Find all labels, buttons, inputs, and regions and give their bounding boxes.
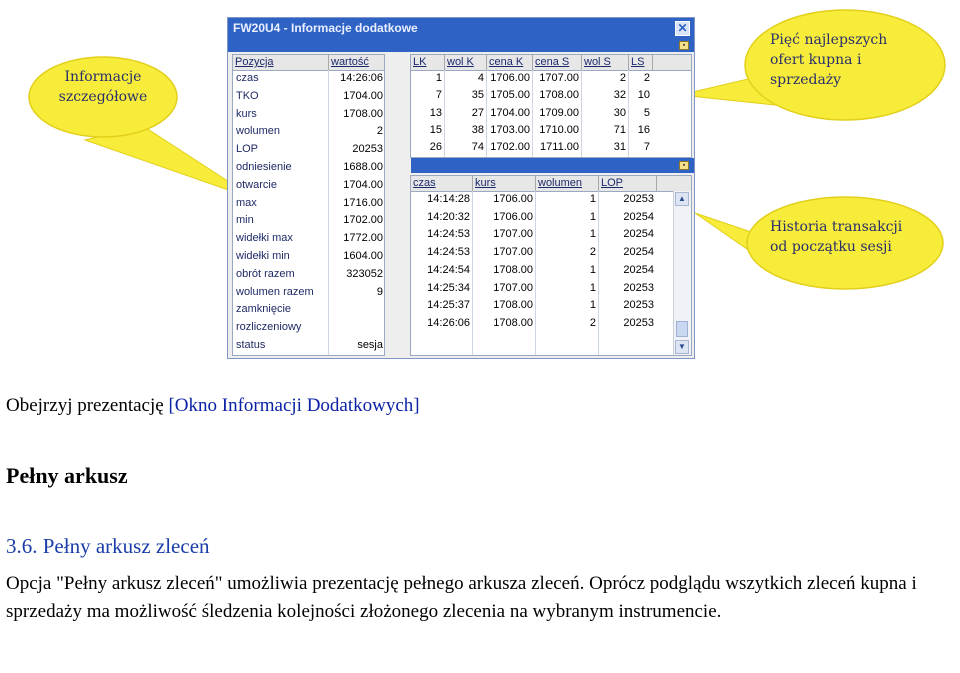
table-row[interactable] bbox=[233, 230, 384, 248]
window-title: FW20U4 - Informacje dodatkowe bbox=[233, 21, 418, 35]
table-row[interactable] bbox=[411, 105, 691, 122]
column-separator bbox=[472, 191, 473, 355]
detail-label: wolumen bbox=[236, 125, 281, 138]
details-table bbox=[232, 54, 385, 356]
window-toolbar bbox=[228, 39, 694, 52]
detail-label: wolumen razem bbox=[236, 285, 314, 298]
table-row[interactable] bbox=[411, 280, 691, 298]
table-cell: 14:26:06 bbox=[427, 316, 470, 329]
table-cell: 20253 bbox=[623, 299, 654, 312]
table-cell: 1 bbox=[589, 228, 596, 241]
table-row[interactable] bbox=[233, 141, 384, 159]
detail-value: sesja bbox=[357, 339, 383, 351]
detail-value: 1704.00 bbox=[343, 178, 383, 191]
table-cell: 1 bbox=[589, 193, 596, 205]
column-header-price[interactable]: kurs bbox=[473, 176, 536, 191]
table-cell: 1711.00 bbox=[540, 141, 579, 154]
scroll-thumb[interactable] bbox=[676, 321, 688, 337]
detail-label: TKO bbox=[236, 89, 259, 102]
table-cell: 14:25:34 bbox=[427, 281, 470, 294]
table-cell: 1707.00 bbox=[493, 281, 533, 294]
detail-label: kurs bbox=[236, 107, 257, 120]
column-header-bid-volume[interactable]: wol K bbox=[445, 55, 487, 70]
table-cell: 31 bbox=[613, 141, 626, 154]
table-row[interactable] bbox=[233, 195, 384, 213]
table-cell: 20254 bbox=[623, 246, 654, 259]
table-cell: 2 bbox=[619, 72, 626, 84]
table-cell: 15 bbox=[429, 123, 442, 136]
table-cell: 1707.00 bbox=[493, 246, 533, 259]
column-separator bbox=[532, 70, 533, 157]
table-cell: 4 bbox=[477, 72, 484, 84]
table-cell: 1708.00 bbox=[493, 299, 533, 312]
table-cell: 14:14:28 bbox=[427, 193, 470, 205]
column-header-ask-volume[interactable]: wol S bbox=[582, 55, 629, 70]
detail-label: czas bbox=[236, 72, 259, 84]
history-table bbox=[410, 175, 692, 356]
table-cell: 1704.00 bbox=[490, 106, 530, 119]
callout-details-line1: Informacje bbox=[64, 69, 142, 85]
detail-value: 20253 bbox=[352, 143, 383, 156]
table-cell: 1708.00 bbox=[539, 89, 579, 102]
column-header-ask-price[interactable]: cena S bbox=[533, 55, 582, 70]
table-cell: 1707.00 bbox=[539, 72, 579, 84]
scroll-down-icon[interactable]: ▼ bbox=[675, 340, 689, 354]
table-cell: 20253 bbox=[623, 281, 654, 294]
table-cell: 1 bbox=[589, 281, 596, 294]
table-row[interactable] bbox=[411, 262, 691, 280]
detail-value: 1704.00 bbox=[343, 89, 383, 102]
table-row[interactable] bbox=[233, 301, 384, 319]
table-cell: 1708.00 bbox=[493, 316, 533, 329]
detail-label: LOP bbox=[236, 143, 259, 156]
table-cell: 1 bbox=[589, 263, 596, 276]
callout-history bbox=[660, 195, 950, 305]
detail-label: obrót razem bbox=[236, 267, 295, 280]
history-scrollbar[interactable] bbox=[673, 191, 691, 355]
table-cell: 14:20:32 bbox=[427, 210, 470, 223]
table-cell: 20253 bbox=[623, 193, 654, 205]
table-row[interactable] bbox=[411, 139, 691, 156]
callout-best-offers-line2: ofert kupna i bbox=[770, 52, 862, 68]
table-cell: 2 bbox=[589, 316, 596, 329]
section-heading: 3.6. Pełny arkusz zleceń bbox=[6, 534, 210, 558]
callout-details bbox=[25, 52, 255, 202]
table-cell: 1703.00 bbox=[490, 123, 530, 136]
detail-value: 1716.00 bbox=[343, 196, 383, 209]
detail-value: 14:26:06 bbox=[340, 72, 383, 84]
callout-details-line2: szczegółowe bbox=[58, 89, 148, 105]
details-header bbox=[233, 55, 384, 71]
table-cell: 1706.00 bbox=[493, 193, 533, 205]
table-cell: 2 bbox=[589, 246, 596, 259]
table-cell: 1707.00 bbox=[493, 228, 533, 241]
column-header-volume[interactable]: wolumen bbox=[536, 176, 599, 191]
table-row[interactable] bbox=[233, 123, 384, 141]
detail-value bbox=[329, 301, 385, 319]
table-cell: 10 bbox=[637, 89, 650, 102]
detail-label: zamknięcie bbox=[236, 303, 292, 316]
column-header-lk[interactable]: LK bbox=[411, 55, 445, 70]
table-cell: 2 bbox=[643, 72, 650, 84]
table-cell: 1 bbox=[589, 210, 596, 223]
table-row[interactable] bbox=[411, 122, 691, 139]
detail-value: 1772.00 bbox=[343, 232, 383, 245]
column-separator bbox=[486, 70, 487, 157]
table-cell: 1706.00 bbox=[493, 210, 533, 223]
table-cell: 14:24:54 bbox=[427, 263, 470, 276]
table-row[interactable] bbox=[411, 297, 691, 315]
detail-label: min bbox=[236, 214, 254, 227]
table-row[interactable] bbox=[233, 248, 384, 266]
table-row[interactable] bbox=[411, 87, 691, 104]
column-header-position[interactable]: Pozycja bbox=[233, 55, 329, 70]
detail-value bbox=[329, 319, 385, 337]
column-separator bbox=[628, 70, 629, 157]
detail-label: widełki min bbox=[236, 250, 290, 262]
callout-history-line2: od początku sesji bbox=[770, 239, 892, 255]
table-row[interactable] bbox=[233, 337, 384, 355]
column-header-ls[interactable]: LS bbox=[629, 55, 653, 70]
column-separator bbox=[535, 191, 536, 355]
detail-label: otwarcie bbox=[236, 178, 277, 191]
table-cell: 38 bbox=[471, 123, 484, 136]
table-row[interactable] bbox=[233, 70, 384, 88]
detail-label: odniesienie bbox=[236, 161, 292, 173]
table-cell: 20254 bbox=[623, 263, 654, 276]
table-cell: 7 bbox=[643, 141, 650, 154]
table-cell: 14:25:37 bbox=[427, 299, 470, 312]
column-separator bbox=[581, 70, 582, 157]
table-cell: 1 bbox=[435, 72, 442, 84]
presentation-link[interactable]: [Okno Informacji Dodatkowych] bbox=[168, 395, 420, 416]
table-cell: 71 bbox=[613, 123, 626, 136]
table-row[interactable] bbox=[233, 177, 384, 195]
detail-value: 1604.00 bbox=[343, 250, 383, 262]
table-cell: 26 bbox=[429, 141, 442, 154]
detail-value: 323052 bbox=[346, 267, 383, 280]
table-row[interactable] bbox=[233, 88, 384, 106]
window-titlebar[interactable] bbox=[228, 18, 694, 39]
table-cell: 27 bbox=[471, 106, 484, 119]
table-cell: 35 bbox=[471, 89, 484, 102]
detail-label: max bbox=[236, 196, 257, 209]
table-cell: 14:24:53 bbox=[427, 246, 470, 259]
close-icon[interactable]: ✕ bbox=[675, 21, 690, 36]
table-cell: 1708.00 bbox=[493, 263, 533, 276]
table-row[interactable] bbox=[233, 106, 384, 124]
callout-best-offers-line1: Pięć najlepszych bbox=[770, 32, 888, 48]
table-cell: 1706.00 bbox=[490, 72, 530, 84]
history-toolbar bbox=[411, 158, 694, 173]
pin-icon[interactable]: ▪ bbox=[679, 41, 689, 50]
callout-best-offers-line3: sprzedaży bbox=[770, 72, 842, 88]
table-cell: 20254 bbox=[623, 228, 654, 241]
info-window bbox=[227, 17, 695, 359]
table-row[interactable] bbox=[233, 319, 384, 337]
table-cell: 7 bbox=[435, 89, 442, 102]
column-header-time[interactable]: czas bbox=[411, 176, 473, 191]
table-cell: 1 bbox=[589, 299, 596, 312]
table-cell: 5 bbox=[643, 106, 650, 119]
table-cell: 74 bbox=[471, 141, 484, 154]
table-row[interactable] bbox=[411, 315, 691, 333]
table-row[interactable] bbox=[411, 226, 691, 244]
table-row[interactable] bbox=[411, 244, 691, 262]
table-row[interactable] bbox=[411, 209, 691, 227]
column-header-value[interactable]: wartość bbox=[329, 55, 385, 70]
table-row[interactable] bbox=[233, 159, 384, 177]
detail-label: rozliczeniowy bbox=[236, 321, 302, 334]
detail-value: 1708.00 bbox=[343, 107, 383, 120]
table-row[interactable] bbox=[233, 266, 384, 284]
callout-history-line1: Historia transakcji bbox=[770, 219, 903, 235]
scroll-up-icon[interactable]: ▲ bbox=[675, 192, 689, 206]
detail-label: status bbox=[236, 339, 266, 351]
detail-value: 2 bbox=[376, 125, 383, 138]
detail-label: widełki max bbox=[236, 232, 293, 245]
table-row[interactable] bbox=[233, 284, 384, 302]
table-cell: 1710.00 bbox=[539, 123, 579, 136]
table-cell: 32 bbox=[613, 89, 626, 102]
detail-value: 1688.00 bbox=[343, 161, 383, 173]
column-separator bbox=[598, 191, 599, 355]
detail-value: 1702.00 bbox=[343, 214, 383, 227]
detail-value: 9 bbox=[376, 285, 383, 298]
presentation-link-line bbox=[6, 395, 420, 417]
table-cell: 1709.00 bbox=[539, 106, 579, 119]
link-prefix: Obejrzyj prezentację bbox=[6, 395, 169, 416]
column-header-lop[interactable]: LOP bbox=[599, 176, 657, 191]
table-cell: 16 bbox=[637, 123, 650, 136]
table-cell: 14:24:53 bbox=[427, 228, 470, 241]
table-cell: 20253 bbox=[623, 316, 654, 329]
table-cell: 1705.00 bbox=[490, 89, 530, 102]
table-cell: 1702.00 bbox=[490, 141, 530, 154]
heading-full-sheet: Pełny arkusz bbox=[6, 463, 128, 488]
table-row[interactable] bbox=[411, 191, 691, 209]
description-paragraph: Opcja "Pełny arkusz zleceń" umożliwia prezentację pełnego arkusza zleceń. Oprócz podglądu wszytkich zleceń kupna i sprzedaży ma możliwość śledzenia kolejności złożonego zlecenia na wybranym instrumencie. bbox=[6, 573, 917, 622]
table-cell: 20254 bbox=[623, 210, 654, 223]
column-header-bid-price[interactable]: cena K bbox=[487, 55, 533, 70]
history-header bbox=[411, 176, 691, 192]
column-separator bbox=[444, 70, 445, 157]
table-cell: 30 bbox=[613, 106, 626, 119]
pin-icon[interactable]: ▪ bbox=[679, 161, 689, 170]
table-row[interactable] bbox=[233, 212, 384, 230]
orderbook-table bbox=[410, 54, 692, 158]
orderbook-header bbox=[411, 55, 691, 71]
table-cell: 13 bbox=[429, 106, 442, 119]
table-row[interactable] bbox=[411, 70, 691, 87]
